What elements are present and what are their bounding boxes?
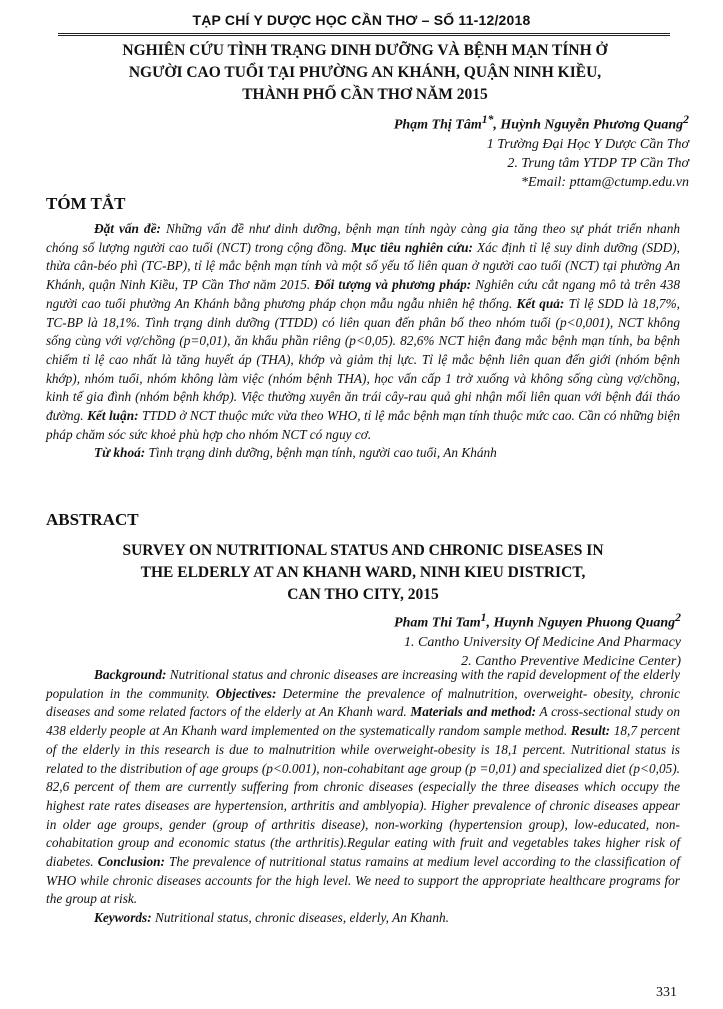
- en-objectives-label: Objectives:: [215, 685, 277, 701]
- vn-title-line: NGHIÊN CỨU TÌNH TRẠNG DINH DƯỠNG VÀ BỆNH MẠN TÍNH Ở: [122, 42, 608, 59]
- vn-author1: Phạm Thị Tâm: [393, 117, 482, 133]
- vn-keywords-text: Tình trạng dinh dưỡng, bệnh mạn tính, người cao tuổi, An Khánh: [145, 445, 497, 461]
- vn-keywords-label: Từ khoá:: [94, 445, 146, 461]
- page-number: 331: [656, 985, 677, 1000]
- en-author-names: [394, 608, 681, 633]
- vn-author-names: [394, 110, 689, 135]
- vn-title: [50, 40, 680, 106]
- header-rule: [58, 33, 670, 36]
- author-sep: ,: [486, 615, 494, 631]
- en-result-label: Result:: [570, 723, 611, 739]
- en-objectives-text: Determine the prevalence of malnutrition, overweight- obesity, chronic diseases and some related factors of the elderly at An Khanh ward.: [46, 685, 680, 720]
- vn-abstract: [46, 220, 680, 463]
- vn-conclusion-label: Kết luận:: [87, 408, 139, 424]
- journal-header: TẠP CHÍ Y DƯỢC HỌC CẦN THƠ – SỐ 11-12/2018: [192, 12, 531, 28]
- vn-title-line: NGƯỜI CAO TUỔI TẠI PHƯỜNG AN KHÁNH, QUẬN NINH KIỀU,: [128, 64, 602, 81]
- vn-affiliation: 2. Trung tâm YTDP TP Cần Thơ: [507, 155, 689, 171]
- en-conclusion-label: Conclusion:: [97, 854, 165, 870]
- vn-email: *Email: pttam@ctump.edu.vn: [520, 174, 689, 190]
- vn-keywords: [46, 444, 680, 463]
- vn-background-label: Đặt vấn đề:: [94, 221, 161, 236]
- en-author1: Pham Thi Tam: [394, 615, 481, 631]
- en-abstract-body: [46, 666, 680, 909]
- en-title-line: CAN THO CITY, 2015: [287, 586, 439, 603]
- en-author2: Huynh Nguyen Phuong Quang: [493, 615, 676, 631]
- vn-authors: [394, 110, 689, 192]
- en-method-label: Materials and method:: [410, 704, 537, 720]
- vn-objectives-label: Mục tiêu nghiên cứu:: [351, 239, 473, 255]
- vn-author1-sup: 1*: [481, 113, 494, 126]
- en-conclusion-text: The prevalence of nutritional status ramains at medium level according to the classification of WHO while chronic diseases accounts for the high level. We need to support the appropriate healthcare programs for the group at risk.: [46, 854, 680, 907]
- en-author1-sup: 1: [480, 611, 487, 624]
- en-authors: [394, 608, 681, 671]
- author-sep: ,: [493, 117, 501, 133]
- en-result-text: 18,7 percent of the elderly in this research is due to malnutrition while overweight-obesity is 18,1 percent. Nutritional status is related to the distribution of age groups (p<0.001), non-cohabitant age group (p =0,01) and specialized diet (p<0,05). 82,6 percent of them are currently suffering from chronic diseases (especially the three diseases which occupy the highest rate rates diseases are hypertension, arthritis and amblyopia). Higher prevalence of chronic diseases appear in older age groups, gender (group of arthritis disease), non-working (hypertension group), low-educated, non-cohabitation group and economic status (the arthritis).Regular eating with fruit and vegetables takes higher risk of diabetes.: [46, 723, 680, 870]
- en-affiliation: 1. Cantho University Of Medicine And Pharmacy: [404, 634, 681, 650]
- en-title-line: THE ELDERLY AT AN KHANH WARD, NINH KIEU DISTRICT,: [140, 564, 586, 581]
- en-keywords: [46, 909, 680, 928]
- vn-method-label: Đối tượng và phương pháp:: [314, 277, 472, 293]
- vn-result-text: Tỉ lệ SDD là 18,7%, TC-BP là 18,1%. Tình trạng dinh dưỡng (TTDD) có liên quan đến phân bố theo nhóm tuổi (p<0,001), NCT không sống cùng với vợ/chồng (p=0,01), ăn khẩu phần riêng (p<0,05). 82,6% NCT hiện đang mắc bệnh mạn tính, ba bệnh chiếm tỉ lệ cao nhất là tăng huyết áp (THA), khớp và giảm thị lực. Tỉ lệ mắc bệnh liên quan đến giới (nhóm bệnh khớp), nhóm tuổi, nhóm không làm việc (nhóm bệnh THA), học vấn cấp 1 trở xuống và không sống cùng vợ/chồng, kinh tế gia đình (nhóm bệnh khớp). Việc thường xuyên ăn trái cây-rau quả ghi nhận mối liên quan với bệnh đái tháo đường.: [46, 295, 680, 424]
- en-title: [46, 540, 680, 606]
- en-method-text: A cross-sectional study on 438 elderly people at An Khanh ward implemented on the systematically random sample method.: [46, 704, 680, 739]
- en-keywords-text: Nutritional status, chronic diseases, elderly, An Khanh.: [151, 910, 449, 926]
- vn-objectives-text: Xác định tỉ lệ suy dinh dưỡng (SDD), thừa cân-béo phì (TC-BP), tỉ lệ mắc bệnh mạn tính và một số yếu tố liên quan ở người cao tuổi (NCT) tại phường An Khánh, quận Ninh Kiều, TP Cần Thơ năm 2015.: [46, 239, 680, 293]
- en-section-heading: ABSTRACT: [46, 510, 139, 529]
- vn-section-heading: TÓM TẮT: [46, 194, 126, 213]
- en-affiliation: 2. Cantho Preventive Medicine Center): [461, 653, 681, 669]
- en-keywords-label: Keywords:: [94, 910, 152, 926]
- vn-author2: Huỳnh Nguyễn Phương Quang: [500, 117, 684, 133]
- vn-result-label: Kết quả:: [516, 295, 565, 311]
- en-background-label: Background:: [94, 667, 167, 682]
- vn-affiliation: 1 Trường Đại Học Y Dược Cần Thơ: [486, 136, 689, 152]
- vn-title-line: THÀNH PHỐ CẦN THƠ NĂM 2015: [242, 86, 488, 103]
- en-abstract: [46, 666, 680, 928]
- en-background-text: Nutritional status and chronic diseases are increasing with the rapid development of the elderly population in the community.: [46, 667, 680, 701]
- vn-author2-sup: 2: [683, 113, 689, 126]
- en-title-line: SURVEY ON NUTRITIONAL STATUS AND CHRONIC DISEASES IN: [122, 542, 604, 559]
- vn-method-text: Nghiên cứu cắt ngang mô tả trên 438 người cao tuổi phường An Khánh bằng phương pháp chọn mẫu ngẫu nhiên hệ thống.: [46, 277, 680, 311]
- vn-background-text: Những vấn đề như dinh dưỡng, bệnh mạn tính ngày càng gia tăng theo sự phát triển nhanh chóng số lượng người cao tuổi (NCT) trong cộng đồng.: [46, 221, 680, 255]
- vn-conclusion-text: TTDD ở NCT thuộc mức vừa theo WHO, tỉ lệ mắc bệnh mạn tính thuộc mức cao. Cần có những biện pháp chăm sóc sức khoẻ phù hợp cho nhóm NCT có nguy cơ.: [46, 408, 680, 442]
- vn-abstract-body: [46, 220, 680, 444]
- en-author2-sup: 2: [675, 611, 681, 624]
